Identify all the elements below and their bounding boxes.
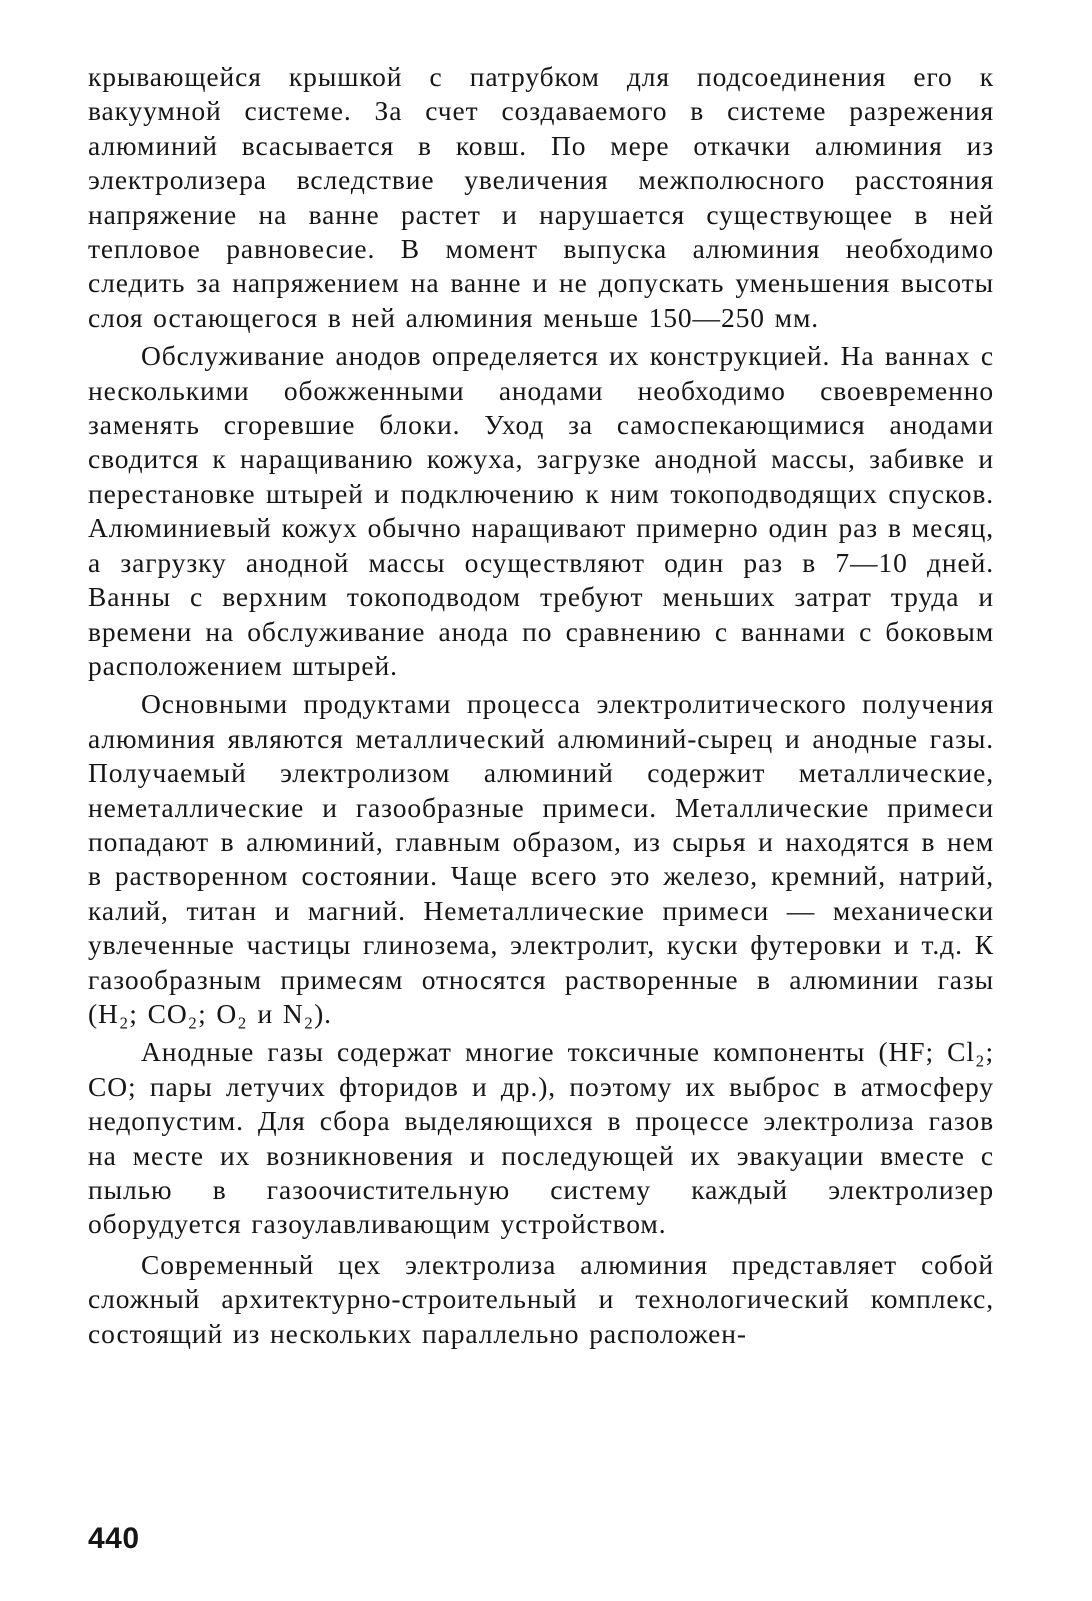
paragraph-2: Обслуживание анодов определяется их конструкцией. На ваннах с несколькими обожженными анодами необходимо своевременно заменять сгоревшие блоки. Уход за самоспекающимися анодами сводится к наращиванию кожуха, загрузке анодной массы, забивке и перестановке штырей и подключению к ним токоподводящих спусков. Алюминиевый кожух обычно наращивают примерно один раз в месяц, а загрузку анодной массы осуществляют один раз в 7—10 дней. Ванны с верхним токоподводом требуют меньших затрат труда и времени на обслуживание анода по сравнению с ваннами с боковым расположением штырей. — [88, 340, 994, 681]
paragraph-3: Основными продуктами процесса электролитического получения алюминия являются металлический алюминий-сырец и анодные газы. Получаемый электролизом алюминий содержит металлические, неметаллические и газообразные примеси. Металлические примеси попадают в алюминий, главным образом, из сырья и находятся в нем в растворенном состоянии. Чаще всего это железо, кремний, натрий, калий, титан и магний. Неметаллические примеси — механически увлеченные частицы глинозема, электролит, куски футеровки и т.д. К газообразным примесям относятся растворенные в алюминии газы (H₂; CO₂; O₂ и N₂). — [88, 688, 994, 1029]
paragraph-4: Анодные газы содержат многие токсичные компоненты (HF; Cl₂; CO; пары летучих фторидов и др.), поэтому их выброс в атмосферу недопустим. Для сбора выделяющихся в процессе электролиза газов на месте их возникновения и последующей их эвакуации вместе с пылью в газоочистительную систему каждый электролизер оборудуется газоулавливающим устройством. — [88, 1036, 994, 1240]
paragraph-5: Современный цех электролиза алюминия представляет собой сложный архитектурно-строительный и технологический комплекс, состоящий из нескольких параллельно расположен- — [88, 1248, 994, 1349]
body-text — [88, 60, 994, 1351]
paragraph-1: крывающейся крышкой с патрубком для подсоединения его к вакуумной системе. За счет создаваемого в системе разрежения алюминий всасывается в ковш. По мере откачки алюминия из электролизера вследствие увеличения межполюсного расстояния напряжение на ванне растет и нарушается существующее в ней тепловое равновесие. В момент выпуска алюминия необходимо следить за напряжением на ванне и не допускать уменьшения высоты слоя остающегося в ней алюминия меньше 150—250 мм. — [88, 61, 994, 333]
page-number: 440 — [88, 1522, 140, 1555]
